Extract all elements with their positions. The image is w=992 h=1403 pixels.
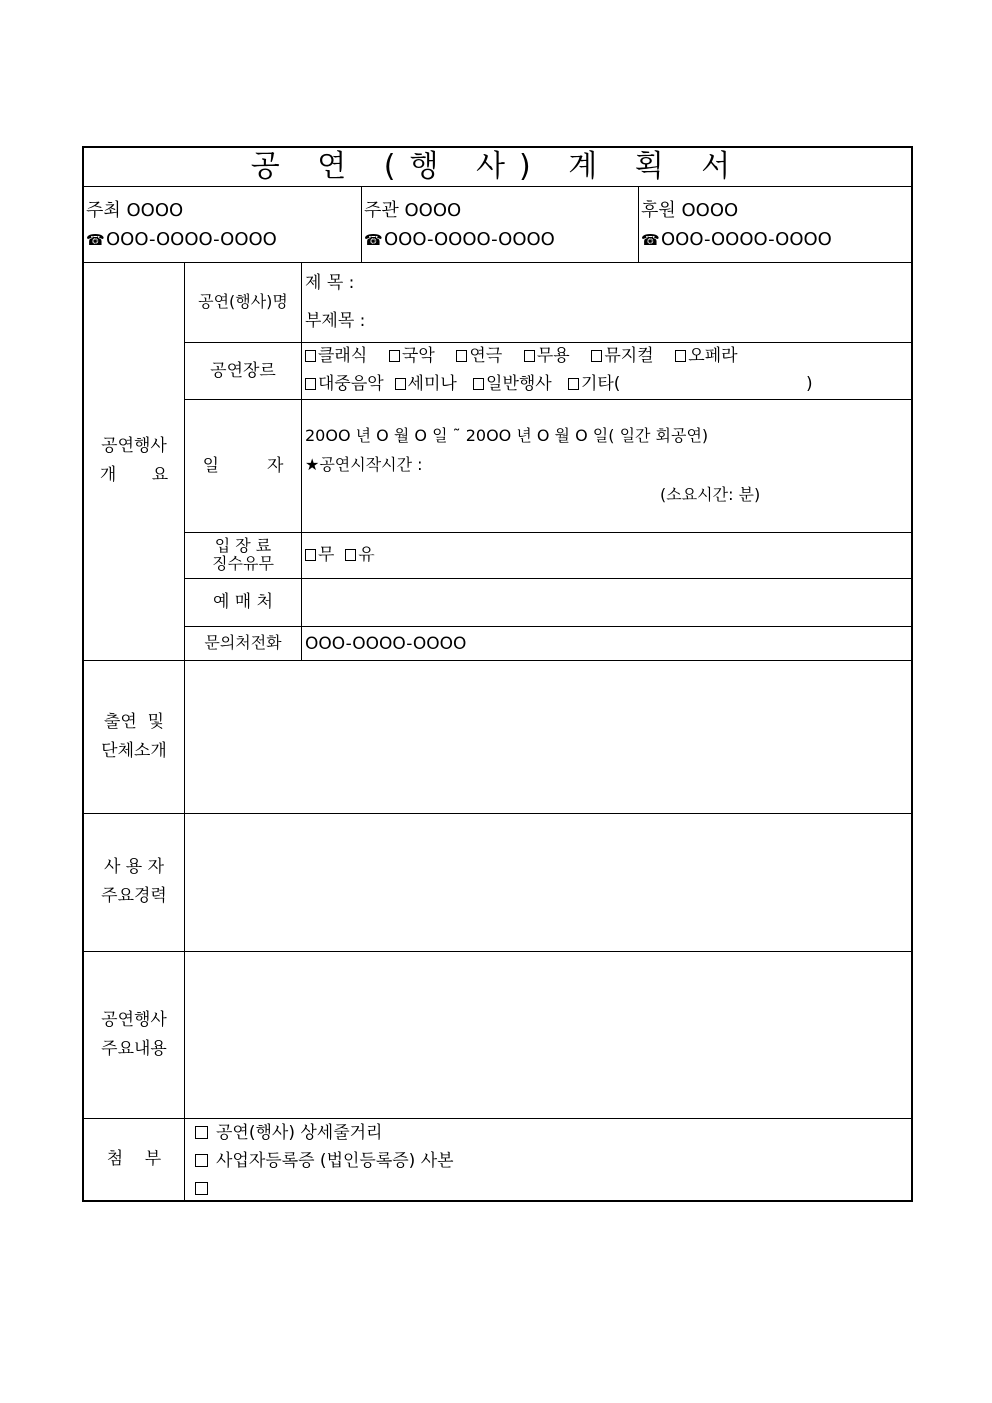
contact-phone: OOO-OOOO-OOOO: [305, 634, 467, 654]
checkbox-icon: [675, 350, 686, 362]
genre-row-2: [305, 373, 620, 395]
content-label-line1: 공연행사: [101, 1009, 167, 1030]
checkbox-icon: [305, 350, 316, 362]
date-label-char1: 일: [202, 455, 219, 476]
genre-other-close: ): [806, 374, 813, 394]
manager-name: OOOO: [404, 200, 462, 221]
checkbox-icon: [345, 549, 356, 561]
checkbox-icon: [395, 378, 406, 390]
genre-text: 일반행사: [486, 374, 552, 394]
manager-label: 주관: [364, 200, 399, 221]
genre-text: 연극: [469, 346, 503, 366]
attachments-label: 첨 부: [106, 1149, 162, 1169]
checkbox-icon: [473, 378, 484, 390]
genre-option-musical[interactable]: [591, 346, 653, 366]
host-organizer: [84, 186, 361, 262]
genre-text: 세미나: [407, 374, 457, 394]
checkbox-icon: [195, 1126, 208, 1139]
genre-option-seminar[interactable]: [395, 374, 457, 394]
sponsor-label: 후원: [641, 200, 676, 221]
checkbox-icon: [591, 350, 602, 362]
genre-text: 기타(: [580, 374, 621, 394]
genre-text: 무용: [536, 346, 570, 366]
checkbox-icon: [305, 549, 316, 561]
checkbox-icon: [195, 1182, 208, 1195]
career-label-line1: 사 용 자: [103, 857, 165, 877]
attachment-text: 사업자등록증 (법인등록증) 사본: [216, 1151, 454, 1171]
fee-label-line1: 입 장 료: [214, 536, 272, 555]
genre-option-other[interactable]: [568, 374, 620, 394]
checkbox-icon: [524, 350, 535, 362]
content-label-line2: 주요내용: [101, 1038, 167, 1059]
subtitle-field: 부제목 :: [305, 311, 366, 331]
host-phone: OOO-OOOO-OOOO: [106, 229, 277, 250]
telephone-icon: ☎: [86, 231, 105, 249]
managing-organizer: [362, 186, 638, 262]
form-title: 공 연 (행 사) 계 획 서: [250, 149, 745, 184]
genre-option-popular[interactable]: [305, 374, 384, 394]
date-line: 20OO 년 O 월 O 일 ˜ 20OO 년 O 월 O 일( 일간 회공연): [305, 426, 709, 445]
sponsor-organizer: [639, 186, 911, 262]
genre-text: 오페라: [688, 346, 738, 366]
telephone-icon: ☎: [364, 231, 383, 249]
manager-phone: OOO-OOOO-OOOO: [384, 229, 555, 250]
overview-label-line1: 공연행사: [101, 436, 167, 456]
attachment-item[interactable]: [195, 1178, 216, 1200]
genre-text: 국악: [401, 346, 435, 366]
overview-label-line2: 개 요: [99, 465, 169, 485]
genre-label: 공연장르: [210, 360, 276, 381]
host-name: OOOO: [126, 200, 184, 221]
telephone-icon: ☎: [641, 231, 660, 249]
genre-text: 뮤지컬: [604, 346, 654, 366]
fee-label-line2: 징수유무: [212, 554, 274, 573]
checkbox-icon: [389, 350, 400, 362]
checkbox-icon: [456, 350, 467, 362]
genre-option-general-event[interactable]: [473, 374, 552, 394]
date-label-char2: 자: [267, 455, 284, 476]
attachment-item[interactable]: [195, 1150, 454, 1172]
duration-line: (소요시간: 분): [660, 485, 761, 504]
fee-label: [185, 532, 301, 578]
sponsor-name: OOOO: [681, 200, 739, 221]
fee-text: 무: [318, 545, 335, 565]
attachment-item[interactable]: [195, 1122, 382, 1144]
fee-text: 유: [358, 545, 375, 565]
plan-form: [82, 146, 913, 1202]
career-label: [84, 813, 184, 951]
genre-option-opera[interactable]: [675, 346, 737, 366]
attachment-text: 공연(행사) 상세줄거리: [216, 1123, 383, 1143]
genre-row-1: [305, 345, 738, 367]
genre-option-dance[interactable]: [524, 346, 570, 366]
sponsor-phone: OOO-OOOO-OOOO: [661, 229, 832, 250]
genre-option-gugak[interactable]: [389, 346, 435, 366]
performers-label-line2: 단체소개: [101, 740, 167, 761]
fee-option-no[interactable]: [305, 545, 334, 565]
content-label: [84, 951, 184, 1118]
fee-option-yes[interactable]: [345, 545, 374, 565]
performers-label-line1: 출연 및: [103, 711, 165, 732]
career-label-line2: 주요경력: [101, 886, 167, 906]
genre-text: 클래식: [318, 346, 368, 366]
title-field: 제 목 :: [305, 273, 355, 293]
contact-label: 문의처전화: [204, 633, 282, 652]
overview-section-label: [84, 262, 184, 660]
checkbox-icon: [568, 378, 579, 390]
checkbox-icon: [305, 378, 316, 390]
date-label: [185, 399, 301, 532]
genre-text: 대중음악: [318, 374, 384, 394]
name-label: 공연(행사)명: [198, 292, 288, 311]
host-label: 주최: [86, 200, 121, 221]
checkbox-icon: [195, 1154, 208, 1167]
genre-option-classical[interactable]: [305, 346, 367, 366]
fee-options: [305, 544, 375, 566]
performers-label: [84, 660, 184, 813]
start-time-line: ★공연시작시간 :: [305, 455, 423, 474]
ticket-label: 예 매 처: [212, 592, 274, 612]
genre-option-theater[interactable]: [456, 346, 502, 366]
